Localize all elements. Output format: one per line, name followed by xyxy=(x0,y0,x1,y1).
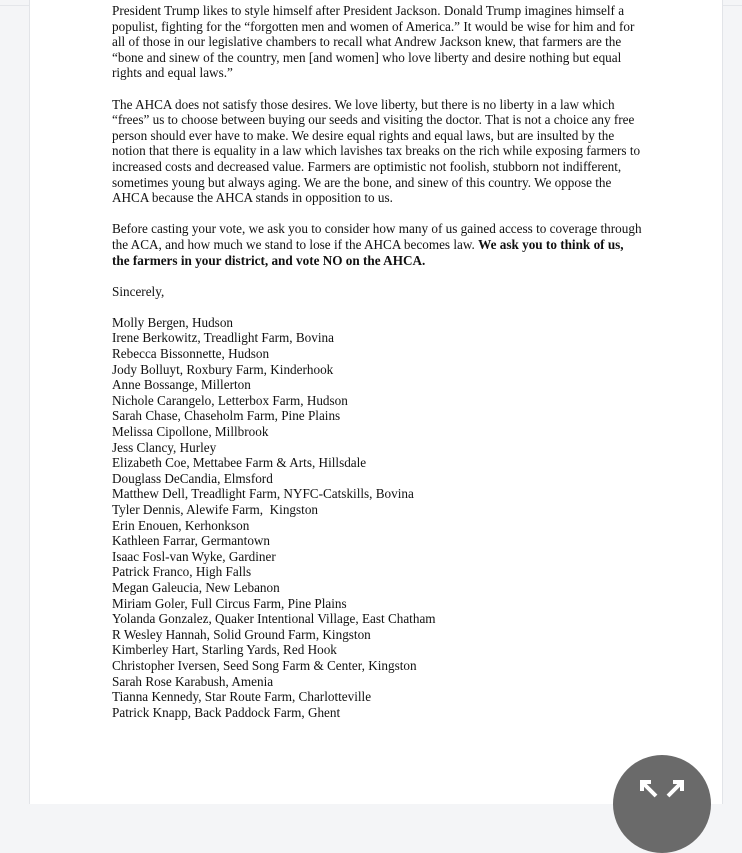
letter-paragraph-3-text: Before casting your vote, we ask you to consider how many of us gained access to coverage through the ACA, and how much we stand to lose if the AHCA becomes law. xyxy=(112,221,642,252)
signer: Sarah Rose Karabush, Amenia xyxy=(112,673,274,689)
signer: Christopher Iversen, Seed Song Farm & Center, Kingston xyxy=(112,657,417,673)
letter-paragraph-3 xyxy=(112,221,644,268)
signer: Jess Clancy, Hurley xyxy=(112,439,217,455)
expand-button[interactable] xyxy=(613,755,711,853)
signer: Matthew Dell, Treadlight Farm, NYFC-Catskills, Bovina xyxy=(112,486,414,502)
letter-body xyxy=(112,3,644,720)
signer: Jody Bolluyt, Roxbury Farm, Kinderhook xyxy=(112,361,334,377)
signer: Melissa Cipollone, Millbrook xyxy=(112,424,269,440)
signer: Sarah Chase, Chaseholm Farm, Pine Plains xyxy=(112,408,341,424)
document-page xyxy=(29,0,723,804)
signer: Rebecca Bissonnette, Hudson xyxy=(112,346,270,362)
signer: Tianna Kennedy, Star Route Farm, Charlotteville xyxy=(112,689,372,705)
signer: Miriam Goler, Full Circus Farm, Pine Plains xyxy=(112,595,347,611)
signer: Kathleen Farrar, Germantown xyxy=(112,533,271,549)
signers-list xyxy=(112,315,644,720)
letter-paragraph-1: President Trump likes to style himself after President Jackson. Donald Trump imagines himself a populist, fighting for the “forgotten men and women of America.” It would be wise for him and for all of those in our legislative chambers to recall what Andrew Jackson knew, that farmers are the “bone and sinew of the country, men [and women] who love liberty and desire nothing but equal rights and equal laws.” xyxy=(112,3,635,81)
expand-arrows-icon xyxy=(639,779,685,809)
letter-paragraph-2: The AHCA does not satisfy those desires. We love liberty, but there is no liberty in a law which “frees” us to choose between buying our seeds and visiting the doctor. That is not a choice any free person should ever have to make. We desire equal rights and equal laws, but are insulted by the notion that there is equality in a law which lavishes tax breaks on the rich while exposing farmers to increased costs and decreased value. Farmers are optimistic not foolish, stubborn not indifferent, sometimes young but always aging. We are the bone, and sinew of this country. We oppose the AHCA because the AHCA stands in opposition to us. xyxy=(112,96,641,206)
signer: Megan Galeucia, New Lebanon xyxy=(112,579,280,595)
signer: Nichole Carangelo, Letterbox Farm, Hudson xyxy=(112,392,348,408)
letter-closing: Sincerely, xyxy=(112,283,165,299)
signer: R Wesley Hannah, Solid Ground Farm, Kingston xyxy=(112,626,371,642)
signer: Irene Berkowitz, Treadlight Farm, Bovina xyxy=(112,330,334,346)
letter-paragraph-3-bold: We ask you to think of us, the farmers in your district, and vote NO on the AHCA. xyxy=(112,236,624,268)
signer: Elizabeth Coe, Mettabee Farm & Arts, Hillsdale xyxy=(112,455,367,471)
signer: Anne Bossange, Millerton xyxy=(112,377,251,393)
signer: Erin Enouen, Kerhonkson xyxy=(112,517,250,533)
signer: Kimberley Hart, Starling Yards, Red Hook xyxy=(112,642,337,658)
signer: Patrick Knapp, Back Paddock Farm, Ghent xyxy=(112,704,341,720)
signer: Isaac Fosl-van Wyke, Gardiner xyxy=(112,548,276,564)
signer: Molly Bergen, Hudson xyxy=(112,314,234,330)
signer: Patrick Franco, High Falls xyxy=(112,564,252,580)
signer: Tyler Dennis, Alewife Farm, Kingston xyxy=(112,502,319,517)
signer: Douglass DeCandia, Elmsford xyxy=(112,470,273,486)
signer: Yolanda Gonzalez, Quaker Intentional Village, East Chatham xyxy=(112,611,436,627)
